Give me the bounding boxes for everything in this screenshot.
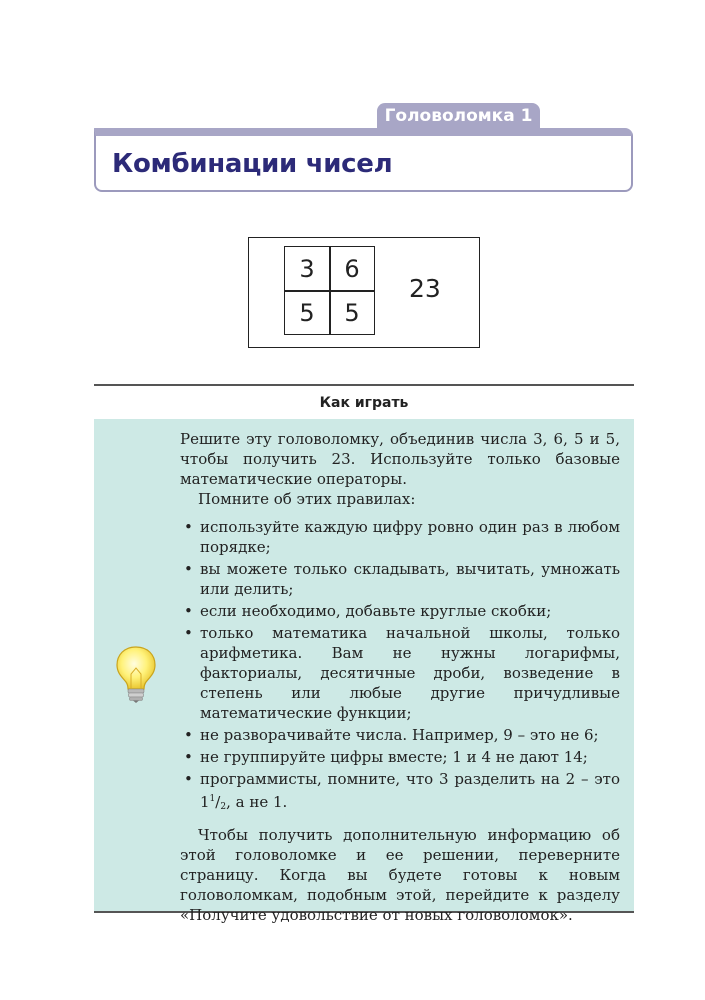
list-item — [180, 747, 620, 767]
grid-cell: 6 — [344, 254, 360, 283]
target-number: 23 — [409, 274, 441, 303]
fraction-slash: / — [215, 793, 221, 811]
instructions-text — [180, 429, 620, 925]
rule-text: только математика начальной школы, только арифметика. Вам не нужны логарифмы, факториалы, десятичные дроби, возведение в степень или любые другие причудливые математические функции; — [200, 624, 620, 722]
rule-text: используйте каждую цифру ровно один раз в любом порядке; — [200, 518, 620, 556]
how-to-play-header — [94, 384, 634, 420]
page-title: Комбинации чисел — [112, 149, 393, 179]
rules-list — [180, 517, 620, 817]
puzzle-number-label: Головоломка 1 — [384, 106, 533, 126]
lightbulb-icon — [113, 644, 159, 704]
rule-text: не разворачивайте числа. Например, 9 – это не 6; — [200, 726, 599, 744]
grid-cell: 5 — [299, 298, 315, 327]
bullet: • — [184, 726, 193, 744]
bullet: • — [184, 518, 193, 536]
intro-paragraph: Решите эту головоломку, объединив числа 3, 6, 5 и 5, чтобы получить 23. Используйте только базовые математические операторы. — [180, 430, 620, 488]
bullet: • — [184, 560, 193, 578]
grid-cell: 5 — [344, 298, 360, 327]
rules-intro: Помните об этих правилах: — [198, 490, 416, 508]
list-item — [180, 601, 620, 621]
number-grid — [284, 246, 375, 335]
bullet: • — [184, 624, 193, 642]
fraction — [210, 793, 227, 811]
bullet: • — [184, 602, 193, 620]
list-item — [180, 559, 620, 599]
fraction-denominator: 2 — [220, 802, 227, 812]
list-item — [180, 623, 620, 723]
closing-paragraph: Чтобы получить дополнительную информацию об этой головоломке и ее решении, переверните страницу. Когда вы будете готовы к новым головоломкам, подобным этой, перейдите к разделу «Получите удовольствие от новых головоломок». — [180, 826, 620, 924]
fraction-numerator: 1 — [209, 794, 216, 804]
grid-cell: 3 — [299, 254, 315, 283]
list-item — [180, 725, 620, 745]
list-item — [180, 517, 620, 557]
puzzle-number-tab — [377, 103, 540, 130]
how-to-play-panel — [94, 419, 634, 924]
rule-text: не группируйте цифры вместе; 1 и 4 не дают 14; — [200, 748, 588, 766]
how-to-play-title: Как играть — [319, 395, 409, 411]
bullet: • — [184, 748, 193, 766]
title-box — [94, 128, 633, 192]
list-item — [180, 769, 620, 817]
rule-text-after: , а не 1. — [226, 793, 288, 811]
puzzle-figure — [248, 237, 480, 348]
bullet: • — [184, 770, 193, 788]
rule-text-before: программисты, помните, что 3 разделить на 2 – это 1 — [200, 770, 620, 811]
rule-text: если необходимо, добавьте круглые скобки; — [200, 602, 552, 620]
rule-text: вы можете только складывать, вычитать, умножать или делить; — [200, 560, 620, 598]
